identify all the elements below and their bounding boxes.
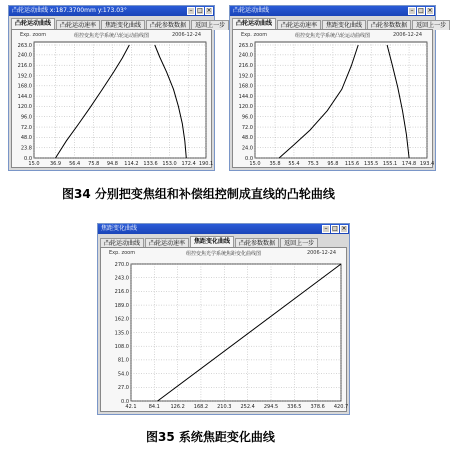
- y-tick-label: 162.0: [114, 316, 129, 323]
- close-icon[interactable]: ×: [427, 7, 433, 14]
- tab-cam-motion[interactable]: 凸轮运动曲线: [100, 238, 144, 248]
- tab-cam-params[interactable]: 凸轮参数数据: [146, 20, 190, 30]
- x-tick-label: 420.7: [333, 404, 349, 410]
- x-tick-label: 15.0: [28, 161, 40, 167]
- x-tick-label: 155.1: [382, 161, 398, 167]
- y-tick-label: 216.0: [114, 289, 129, 296]
- tab-bar: [100, 236, 347, 247]
- y-tick-label: 192.0: [238, 73, 253, 80]
- close-icon[interactable]: ×: [341, 225, 347, 232]
- y-tick-label: 0.0: [121, 398, 129, 405]
- y-tick-label: 168.0: [17, 83, 32, 90]
- y-tick-label: 27.0: [117, 385, 129, 392]
- y-tick-label: 216.0: [17, 63, 32, 69]
- chart-cam-2: [233, 30, 434, 169]
- tab-cam-speed[interactable]: 凸轮运动速率: [277, 20, 321, 30]
- y-tick-label: 263.0: [238, 42, 253, 49]
- tab-back[interactable]: 返回上一步: [280, 238, 318, 248]
- y-tick-label: 108.0: [114, 344, 129, 350]
- plot-title: 组控变焦光学系统凸轮运动曲线图: [294, 33, 370, 39]
- window-controls: [187, 7, 213, 15]
- y-tick-label: 270.0: [114, 261, 129, 268]
- y-tick-label: 48.0: [241, 135, 253, 142]
- y-tick-label: 168.0: [238, 83, 253, 90]
- minimize-icon[interactable]: –: [408, 7, 416, 15]
- window-title: 焦距变化曲线: [101, 225, 138, 232]
- figure34-caption: 图34 分别把变焦组和补偿组控制成直线的凸轮曲线: [62, 187, 335, 201]
- x-tick-label: 168.2: [193, 404, 209, 410]
- tab-focal-curve[interactable]: 焦距变化曲线: [322, 20, 366, 30]
- y-tick-label: 243.0: [114, 275, 129, 282]
- x-tick-label: 172.4: [181, 161, 196, 167]
- minimize-icon[interactable]: –: [322, 225, 330, 233]
- y-tick-label: 48.0: [20, 135, 32, 142]
- y-tick-label: 24.0: [241, 145, 253, 152]
- x-tick-label: 174.8: [401, 161, 417, 167]
- tab-focal-curve[interactable]: 焦距变化曲线: [101, 20, 145, 30]
- x-tick-label: 153.0: [162, 161, 177, 167]
- tab-back[interactable]: 返回上一步: [191, 20, 229, 30]
- plot-title: 组控变焦光学系统凸轮运动曲线图: [73, 33, 149, 39]
- plot-area: [255, 42, 427, 158]
- x-tick-label: 115.6: [344, 161, 360, 167]
- x-tick-label: 190.1: [198, 161, 214, 167]
- y-tick-label: 192.0: [17, 73, 32, 80]
- plot-area: [34, 42, 206, 158]
- x-tick-label: 135.5: [364, 161, 379, 167]
- x-tick-label: 42.1: [125, 404, 137, 410]
- window-controls: [408, 7, 434, 15]
- y-tick-label: 240.0: [17, 52, 32, 59]
- y-tick-label: 72.0: [241, 124, 253, 131]
- x-tick-label: 294.5: [263, 404, 279, 410]
- maximize-icon[interactable]: □: [332, 225, 338, 232]
- y-tick-label: 96.0: [20, 114, 32, 121]
- tab-bar: [232, 18, 447, 29]
- x-tick-label: 133.6: [143, 161, 158, 167]
- plot-title: 组控变焦光学系统焦距变化曲线图: [185, 251, 261, 257]
- y-tick-label: 23.8: [20, 145, 32, 152]
- chart-focal: [101, 248, 348, 413]
- window-cam-curve-2: [229, 5, 447, 171]
- plot-date: 2006-12-24: [306, 250, 336, 256]
- x-tick-label: 252.4: [240, 404, 255, 410]
- x-tick-label: 193.4: [419, 161, 435, 167]
- plot-panel: [232, 29, 433, 168]
- x-tick-label: 56.4: [69, 161, 81, 167]
- y-tick-label: 216.0: [238, 63, 253, 69]
- y-tick-label: 96.0: [241, 114, 253, 121]
- maximize-icon[interactable]: □: [418, 7, 424, 14]
- chart-cam-1: [12, 30, 213, 169]
- x-tick-label: 36.9: [49, 161, 62, 167]
- x-tick-label: 55.4: [288, 161, 300, 167]
- x-tick-label: 126.2: [170, 404, 185, 410]
- y-tick-label: 120.0: [17, 104, 32, 111]
- tab-cam-speed[interactable]: 凸轮运动速率: [145, 238, 189, 248]
- minimize-icon[interactable]: –: [187, 7, 195, 15]
- tab-cam-motion[interactable]: 凸轮运动曲线: [232, 18, 276, 30]
- y-tick-label: 72.0: [20, 124, 32, 131]
- y-tick-label: 120.0: [238, 104, 253, 111]
- x-tick-label: 95.8: [327, 161, 339, 167]
- tab-focal-curve[interactable]: 焦距变化曲线: [190, 236, 234, 248]
- y-tick-label: 135.0: [114, 330, 129, 337]
- tab-cam-motion[interactable]: 凸轮运动曲线: [11, 18, 55, 30]
- x-tick-label: 94.8: [106, 161, 118, 167]
- maximize-icon[interactable]: □: [197, 7, 203, 14]
- window-controls: [322, 225, 348, 233]
- window-title: 凸轮运动曲线 x:187.3700mm y:173.03°: [12, 7, 127, 14]
- y-tick-label: 54.0: [117, 371, 129, 378]
- x-tick-label: 15.0: [249, 161, 261, 167]
- plot-panel: [100, 247, 347, 412]
- y-tick-label: 144.0: [238, 93, 253, 100]
- x-tick-label: 84.1: [148, 404, 160, 410]
- plot-panel: [11, 29, 212, 168]
- tab-cam-speed[interactable]: 凸轮运动速率: [56, 20, 100, 30]
- x-tick-label: 35.8: [269, 161, 281, 167]
- x-tick-label: 378.6: [310, 404, 325, 410]
- y-tick-label: 263.0: [17, 42, 32, 49]
- figure35-caption: 图35 系统焦距变化曲线: [146, 430, 275, 444]
- close-icon[interactable]: ×: [206, 7, 212, 14]
- tab-bar: [11, 18, 226, 29]
- tab-cam-params[interactable]: 凸轮参数数据: [367, 20, 411, 30]
- tab-cam-params[interactable]: 凸轮参数数据: [235, 238, 279, 248]
- x-tick-label: 75.3: [307, 161, 319, 167]
- titlebar: [9, 6, 214, 16]
- window-cam-curve-1: [8, 5, 226, 171]
- plot-date: 2006-12-24: [171, 32, 201, 38]
- window-title: 凸轮运动曲线: [233, 7, 270, 14]
- x-tick-label: 75.8: [88, 161, 100, 167]
- x-tick-label: 336.5: [287, 404, 302, 410]
- window-focal-curve: [97, 223, 350, 415]
- plot-date: 2006-12-24: [392, 32, 422, 38]
- tab-back[interactable]: 返回上一步: [412, 20, 450, 30]
- x-tick-label: 114.2: [124, 161, 139, 167]
- y-tick-label: 189.0: [114, 302, 129, 309]
- y-tick-label: 0.0: [245, 155, 253, 162]
- titlebar: [98, 224, 349, 234]
- y-tick-label: 0.0: [24, 155, 32, 162]
- exp-label: Exp. zoom: [20, 32, 47, 38]
- y-tick-label: 144.0: [17, 93, 32, 100]
- y-tick-label: 240.0: [238, 52, 253, 59]
- exp-label: Exp. zoom: [241, 32, 268, 38]
- y-tick-label: 81.0: [117, 357, 129, 364]
- titlebar: [230, 6, 435, 16]
- x-tick-label: 210.3: [217, 404, 232, 410]
- exp-label: Exp. zoom: [109, 250, 136, 256]
